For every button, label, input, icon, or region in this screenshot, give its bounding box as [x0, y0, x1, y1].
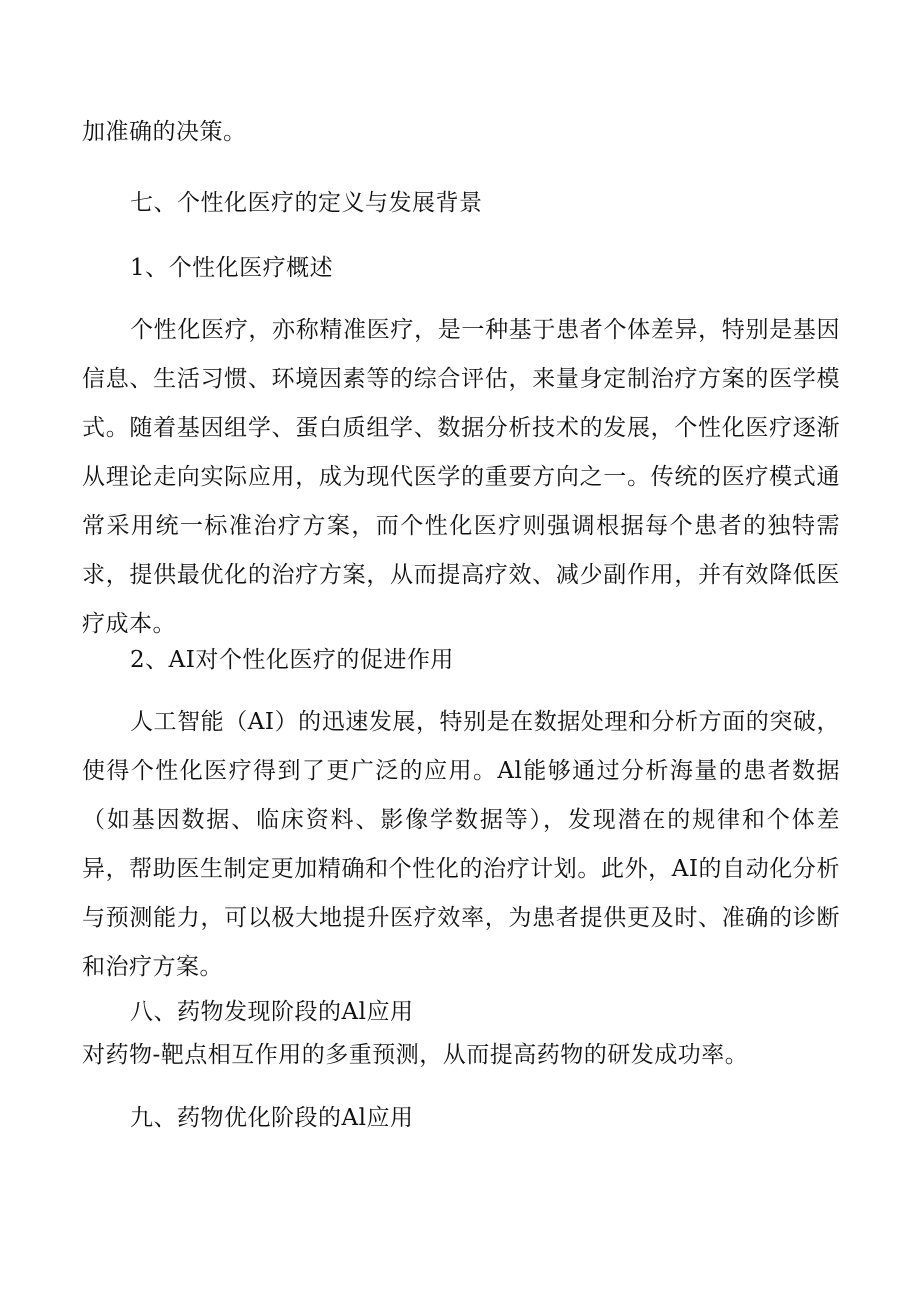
- section-heading-8: 八、药物发现阶段的Al应用: [130, 999, 414, 1025]
- text-line-drug-target: 对药物-靶点相互作用的多重预测，从而提高药物的研发成功率。: [82, 1042, 749, 1068]
- text-line-continuation: 加准确的决策。: [82, 119, 247, 145]
- section-heading-9: 九、药物优化阶段的Al应用: [130, 1105, 414, 1131]
- paragraph-ai-role: 人工智能（AI）的迅速发展，特别是在数据处理和分析方面的突破，使得个性化医疗得到了更广泛的应用。Al能够通过分析海量的患者数据（如基因数据、临床资料、影像学数据等），发现潜在的规律和个体差异，帮助医生制定更加精确和个性化的治疗计划。此外，AI的自动化分析与预测能力，可以极大地提升医疗效率，为患者提供更及时、准确的诊断和治疗方案。: [82, 709, 840, 980]
- subsection-heading-7-2: 2、AI对个性化医疗的促进作用: [130, 647, 454, 673]
- subsection-heading-7-1: 1、个性化医疗概述: [130, 255, 334, 281]
- section-heading-7: 七、个性化医疗的定义与发展背景: [130, 190, 483, 216]
- paragraph-personalized-medicine-overview: 个性化医疗，亦称精准医疗，是一种基于患者个体差异，特别是基因信息、生活习惯、环境因素等的综合评估，来量身定制治疗方案的医学模式。随着基因组学、蛋白质组学、数据分析技术的发展，个性化医疗逐渐从理论走向实际应用，成为现代医学的重要方向之一。传统的医疗模式通常采用统一标准治疗方案，而个性化医疗则强调根据每个患者的独特需求，提供最优化的治疗方案，从而提高疗效、减少副作用，并有效降低医疗成本。: [82, 317, 840, 637]
